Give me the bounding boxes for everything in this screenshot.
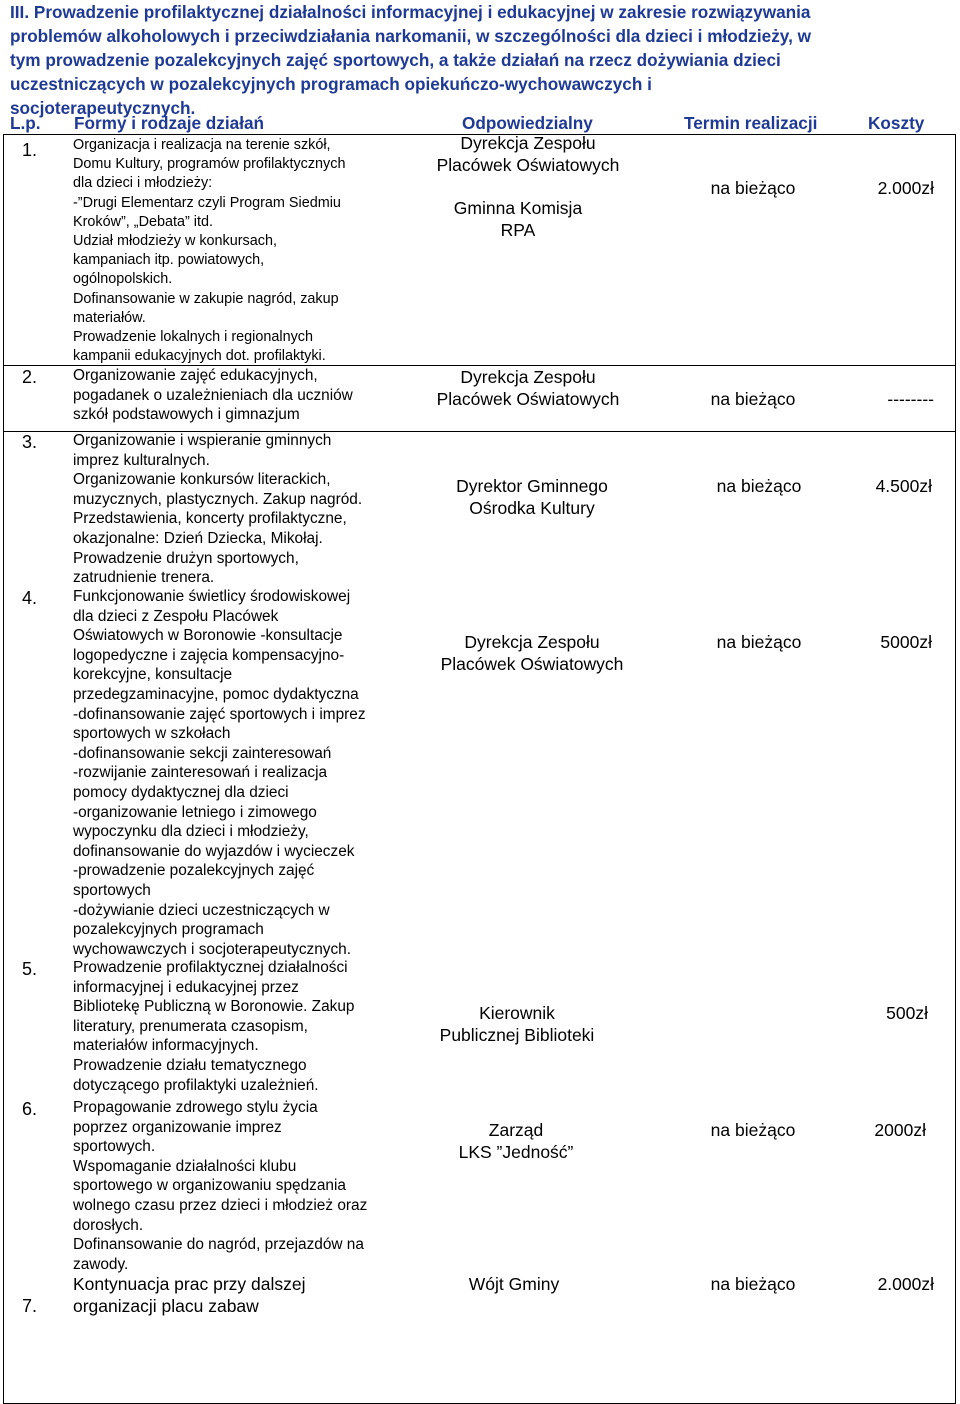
- responsible-line: Ośrodka Kultury: [469, 498, 595, 518]
- responsible-line: Gminna Komisja: [453, 198, 583, 218]
- responsible-party: [391, 1119, 641, 1163]
- row-description: [73, 958, 354, 1095]
- description-line: wolnego czasu przez dzieci i młodzież oraz: [73, 1196, 368, 1214]
- responsible-line: Dyrektor Gminnego: [456, 476, 608, 496]
- responsible-line: Dyrekcja Zespołu: [464, 632, 600, 652]
- term-value: na bieżąco: [710, 1120, 796, 1140]
- description-line: kampanii edukacyjnych dot. profilaktyki.: [73, 348, 326, 365]
- heading-line: uczestniczących w pozalekcyjnych programach opiekuńczo-wychowawczych i: [10, 74, 652, 94]
- description-line: organizacji placu zabaw: [73, 1296, 259, 1316]
- cost-value: --------: [887, 389, 934, 409]
- row-number: 6.: [22, 1099, 38, 1119]
- description-line: Domu Kultury, programów profilaktycznych: [73, 156, 346, 173]
- description-line: zawody.: [73, 1255, 129, 1273]
- description-line: szkół podstawowych i gimnazjum: [73, 406, 300, 424]
- description-line: Bibliotekę Publiczną w Boronowie. Zakup: [73, 998, 355, 1016]
- description-line: Organizowanie zajęć edukacyjnych,: [73, 367, 318, 384]
- description-line: dofinansowanie do wyjazdów i wycieczek: [73, 842, 355, 860]
- description-line: materiałów.: [73, 309, 146, 326]
- responsible-line: RPA: [500, 220, 536, 240]
- description-line: wypoczynku dla dzieci i młodzieży,: [73, 823, 309, 841]
- description-line: Funkcjonowanie świetlicy środowiskowej: [73, 588, 351, 605]
- responsible-line: Placówek Oświatowych: [436, 155, 620, 175]
- responsible-line: LKS ”Jedność”: [458, 1142, 574, 1162]
- row-number: 4.: [22, 588, 38, 608]
- description-line: Kroków”, „Debata” itd.: [73, 213, 213, 230]
- description-line: zatrudnienie trenera.: [73, 569, 215, 587]
- responsible-line: Placówek Oświatowych: [436, 389, 620, 409]
- description-line: imprez kulturalnych.: [73, 451, 210, 469]
- description-line: sportowych: [73, 881, 151, 899]
- description-line: poprzez organizowanie imprez: [73, 1118, 282, 1136]
- heading-line: tym prowadzenie pozalekcyjnych zajęć sportowych, a także działań na rzecz dożywiania dzieci: [10, 50, 781, 70]
- responsible-line: Wójt Gminy: [468, 1274, 560, 1294]
- row-number: 3.: [22, 432, 38, 452]
- term-value: na bieżąco: [710, 1274, 796, 1294]
- row-description: [73, 587, 366, 959]
- row-description: [73, 136, 345, 366]
- cost-value: 2.000zł: [877, 178, 934, 198]
- responsible-party: [407, 631, 657, 675]
- description-line: -rozwijanie zainteresowań i realizacja: [73, 764, 328, 782]
- responsible-line: Dyrekcja Zespołu: [460, 367, 596, 387]
- cost-value: 2000zł: [874, 1120, 926, 1140]
- row-description: [73, 366, 353, 425]
- description-line: ogólnopolskich.: [73, 271, 173, 288]
- responsible-party: [393, 197, 643, 241]
- row-number: 7.: [22, 1296, 38, 1316]
- responsible-party: [403, 132, 653, 176]
- description-line: pozalekcyjnych programach: [73, 921, 264, 939]
- column-header-forms: Formy i rodzaje działań: [74, 113, 265, 133]
- column-header-lp: L.p.: [10, 113, 41, 133]
- description-line: Prowadzenie lokalnych i regionalnych: [73, 329, 313, 346]
- responsible-party: [407, 475, 657, 519]
- description-line: Prowadzenie profilaktycznej działalności: [73, 959, 348, 976]
- cost-value: 5000zł: [880, 632, 932, 652]
- term-value: na bieżąco: [710, 389, 796, 409]
- responsible-line: Placówek Oświatowych: [440, 654, 624, 674]
- description-line: dorosłych.: [73, 1216, 144, 1234]
- column-header-cost: Koszty: [868, 113, 925, 133]
- row-description: [73, 431, 362, 588]
- description-line: -organizowanie letniego i zimowego: [73, 803, 317, 821]
- description-line: -prowadzenie pozalekcyjnych zajęć: [73, 862, 315, 880]
- description-line: -dofinansowanie zajęć sportowych i imprez: [73, 705, 366, 723]
- description-line: okazjonalne: Dzień Dziecka, Mikołaj.: [73, 529, 323, 547]
- row-description: [73, 1098, 367, 1274]
- row-number: 1.: [22, 140, 38, 160]
- term-value: na bieżąco: [716, 632, 802, 652]
- description-line: -”Drugi Elementarz czyli Program Siedmiu: [73, 194, 341, 211]
- description-line: pomocy dydaktycznej dla dzieci: [73, 783, 289, 801]
- heading-line: socjoterapeutycznych.: [10, 98, 196, 118]
- responsible-party: [392, 1002, 642, 1046]
- description-line: Propagowanie zdrowego stylu życia: [73, 1099, 318, 1116]
- heading-line: problemów alkoholowych i przeciwdziałania narkomanii, w szczególności dla dzieci i młodzieży, w: [10, 26, 811, 46]
- description-line: logopedyczne i zajęcia kompensacyjno-: [73, 646, 345, 664]
- cost-value: 4.500zł: [875, 476, 932, 496]
- description-line: literatury, prenumerata czasopism,: [73, 1017, 308, 1035]
- description-line: Udział młodzieży w konkursach,: [73, 233, 277, 250]
- cost-value: 500zł: [886, 1003, 928, 1023]
- row-number: 2.: [22, 367, 38, 387]
- responsible-party: [389, 1273, 639, 1295]
- description-line: sportowego w organizowaniu spędzania: [73, 1177, 346, 1195]
- responsible-line: Kierownik: [479, 1003, 555, 1023]
- responsible-party: [403, 366, 653, 410]
- row-number: 5.: [22, 959, 38, 979]
- description-line: Oświatowych w Boronowie -konsultacje: [73, 627, 343, 645]
- description-line: Prowadzenie drużyn sportowych,: [73, 549, 299, 567]
- description-line: -dożywianie dzieci uczestniczących w: [73, 901, 330, 919]
- description-line: Dofinansowanie w zakupie nagród, zakup: [73, 290, 339, 307]
- description-line: wychowawczych i socjoterapeutycznych.: [73, 940, 352, 958]
- description-line: Organizowanie i wspieranie gminnych: [73, 432, 332, 449]
- description-line: -dofinansowanie sekcji zainteresowań: [73, 744, 332, 762]
- term-value: na bieżąco: [716, 476, 802, 496]
- description-line: Organizacja i realizacja na terenie szkół,: [73, 137, 331, 153]
- row-description: [73, 1273, 305, 1317]
- description-line: Wspomaganie działalności klubu: [73, 1157, 297, 1175]
- description-line: muzycznych, plastycznych. Zakup nagród.: [73, 490, 363, 508]
- cost-value: 2.000zł: [877, 1274, 934, 1294]
- description-line: Kontynuacja prac przy dalszej: [73, 1274, 306, 1294]
- description-line: pogadanek o uzależnieniach dla uczniów: [73, 386, 353, 404]
- column-header-term: Termin realizacji: [684, 113, 818, 133]
- description-line: Dofinansowanie do nagród, przejazdów na: [73, 1236, 364, 1254]
- responsible-line: Dyrekcja Zespołu: [460, 133, 596, 153]
- description-line: korekcyjne, konsultacje: [73, 666, 233, 684]
- responsible-line: Zarząd: [488, 1120, 544, 1140]
- description-line: informacyjnej i edukacyjnej przez: [73, 978, 299, 996]
- description-line: sportowych w szkołach: [73, 725, 231, 743]
- column-header-responsible: Odpowiedzialny: [462, 113, 593, 133]
- description-line: sportowych.: [73, 1138, 156, 1156]
- description-line: dla dzieci i młodzieży:: [73, 175, 213, 192]
- description-line: Przedstawienia, koncerty profilaktyczne,: [73, 510, 347, 528]
- description-line: materiałów informacyjnych.: [73, 1037, 259, 1055]
- description-line: Prowadzenie działu tematycznego: [73, 1056, 307, 1074]
- description-line: Organizowanie konkursów literackich,: [73, 471, 331, 489]
- section-heading: [10, 0, 945, 120]
- description-line: przedegzaminacyjne, pomoc dydaktyczna: [73, 685, 359, 703]
- heading-line: III. Prowadzenie profilaktycznej działalności informacyjnej i edukacyjnej w zakresie rozwiązywania: [10, 2, 811, 22]
- responsible-line: Publicznej Biblioteki: [439, 1025, 595, 1045]
- description-line: dla dzieci z Zespołu Placówek: [73, 607, 279, 625]
- term-value: na bieżąco: [710, 178, 796, 198]
- description-line: dotyczącego profilaktyki uzależnień.: [73, 1076, 319, 1094]
- description-line: kampaniach itp. powiatowych,: [73, 252, 265, 269]
